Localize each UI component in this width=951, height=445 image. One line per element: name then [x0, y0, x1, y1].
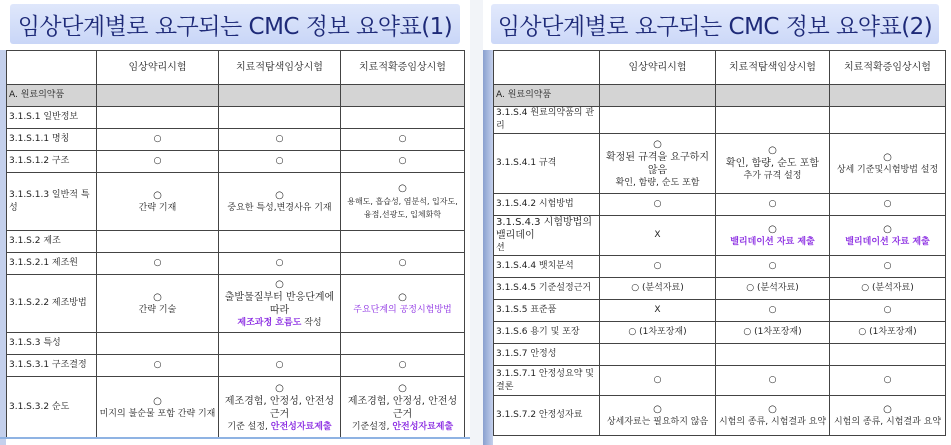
cell-mark: ○ (1차포장재)	[600, 322, 716, 344]
header-phase3: 치료적확증임상시험	[341, 51, 465, 85]
cell	[716, 107, 830, 134]
table-row	[494, 107, 946, 134]
cell	[341, 107, 465, 129]
right-slide-title: 임상단계별로 요구되는 CMC 정보 요약표(2)	[491, 4, 939, 44]
cell-note: 확인, 함량, 순도 포함	[615, 177, 700, 188]
cell-mark: ○ (분석자료)	[600, 278, 716, 300]
row-label: 3.1.S.7.2 안정성자료	[494, 396, 600, 436]
row-label: 3.1.S.4.1 규격	[494, 134, 600, 194]
cell-mark: ○	[716, 366, 830, 396]
table-row	[494, 256, 946, 278]
cell	[341, 275, 465, 333]
table-row	[494, 366, 946, 396]
row-label: 3.1.S.4.4 뱃치분석	[494, 256, 600, 278]
cell-mark: ○	[600, 256, 716, 278]
table-row	[7, 151, 465, 173]
table-row	[7, 173, 465, 231]
right-cmc-table	[493, 50, 946, 436]
table-row	[7, 107, 465, 129]
cell	[341, 377, 465, 439]
row-label: 3.1.S.5 표준품	[494, 300, 600, 322]
cell-mark: ○	[398, 182, 407, 194]
table-row	[494, 396, 946, 436]
cell-note: 상세 기준및시험방법 설정	[836, 164, 939, 175]
cell-mark: ○	[219, 129, 341, 151]
header-phase2: 치료적탐색임상시험	[219, 51, 341, 85]
cell-mark: ○	[275, 382, 284, 394]
cell-note: 융점,선광도, 입체화학	[363, 209, 442, 219]
cell	[341, 173, 465, 231]
table-row	[494, 322, 946, 344]
row-label: 3.1.S.3.2 순도	[7, 377, 97, 439]
cell-mark: ○	[398, 291, 407, 303]
cell-mark: ○	[830, 194, 946, 216]
cell-note: 추가 규격 설정	[743, 171, 802, 181]
cell	[97, 377, 219, 439]
cell	[97, 275, 219, 333]
cell-mark: ○	[883, 223, 892, 235]
table-row	[7, 377, 465, 439]
cell	[341, 333, 465, 355]
cell-mark: ○	[600, 366, 716, 396]
cell	[830, 344, 946, 366]
cell-mark: ○	[716, 256, 830, 278]
row-label: 3.1.S.3.1 구조결정	[7, 355, 97, 377]
cell-note: 작성	[301, 317, 322, 328]
table-row	[494, 300, 946, 322]
row-label: 3.1.S.1.3 일반적 특성	[7, 173, 97, 231]
cell	[97, 333, 219, 355]
cell-mark: ○	[97, 355, 219, 377]
cell-mark: ○	[153, 291, 162, 303]
cell	[600, 85, 716, 107]
cell-mark: ○	[275, 278, 284, 290]
cell-note: 확인, 함량, 순도 포함	[725, 158, 820, 169]
cell	[716, 134, 830, 194]
table-header-row	[7, 51, 465, 85]
cell	[97, 107, 219, 129]
cell-note: 확정된 규격을 요구하지 않음	[606, 151, 709, 176]
cell	[830, 107, 946, 134]
cell-mark: ○	[600, 194, 716, 216]
cell	[830, 396, 946, 436]
cell	[830, 216, 946, 256]
cell-highlight: 주요단계의 공정시험방법	[353, 304, 452, 315]
cell-mark: ○	[716, 300, 830, 322]
cell	[341, 231, 465, 253]
right-side-stripe	[483, 50, 493, 445]
cell-note: 미지의 불순물 포함 간략 기재	[99, 408, 216, 419]
cell	[97, 231, 219, 253]
table-row	[7, 231, 465, 253]
row-label: 3.1.S.4.5 기준설정근거	[494, 278, 600, 300]
header-blank	[7, 51, 97, 85]
row-label: 3.1.S.4 원료의약품의 관리	[494, 107, 600, 134]
cell	[219, 85, 341, 107]
table-row	[494, 278, 946, 300]
cell-note: 중요한 특성,변경사유 기재	[227, 202, 332, 213]
row-label: 3.1.S.2.2 제조방법	[7, 275, 97, 333]
cell-highlight: 밸리데이션 자료 제출	[845, 236, 930, 247]
cell	[341, 85, 465, 107]
cell	[716, 85, 830, 107]
right-slide	[483, 0, 951, 445]
cell-note: 제조경험, 안정성, 안전성 근거	[224, 395, 335, 420]
left-bottom-rule	[0, 437, 470, 439]
cell-mark: ○	[768, 223, 777, 235]
cell-note: 시험의 종류, 시험결과 요약	[718, 416, 827, 427]
cell-highlight: 안전성자료제출	[392, 421, 454, 432]
cell-note: 출발물질부터 반응단계에 따라	[224, 291, 335, 316]
cell	[97, 173, 219, 231]
cell-mark: ○	[830, 300, 946, 322]
cell-mark: ○	[219, 253, 341, 275]
cell	[219, 231, 341, 253]
cell-highlight: 제조과정 흐름도	[237, 317, 302, 328]
row-label: A. 원료의약품	[7, 85, 97, 107]
left-cmc-table	[6, 50, 465, 439]
table-row	[494, 85, 946, 107]
cell	[219, 333, 341, 355]
cell-mark: ○ (1차포장재)	[716, 322, 830, 344]
cell	[97, 85, 219, 107]
table-row	[7, 85, 465, 107]
table-row	[494, 216, 946, 256]
cell-mark: ○	[830, 256, 946, 278]
cell-mark: ○ (분석자료)	[716, 278, 830, 300]
cell-mark: ○	[653, 403, 662, 415]
cell-mark: ○	[153, 395, 162, 407]
row-label: 3.1.S.7 안정성	[494, 344, 600, 366]
cell	[219, 275, 341, 333]
header-phase3: 치료적확증임상시험	[830, 51, 946, 85]
cell-mark: ○	[341, 151, 465, 173]
row-label: 3.1.S.7.1 안정성요약 및 결론	[494, 366, 600, 396]
cell	[600, 396, 716, 436]
cell-mark: ○	[97, 253, 219, 275]
cell	[600, 134, 716, 194]
cell	[219, 173, 341, 231]
cell-mark: ○	[830, 366, 946, 396]
cell	[600, 344, 716, 366]
row-label: A. 원료의약품	[494, 85, 600, 107]
cell	[219, 107, 341, 129]
row-label-line2: 션	[496, 243, 505, 253]
table-row	[7, 355, 465, 377]
row-label-line1: 3.1.S.4.3 시험방법의 밸리데이	[496, 217, 592, 241]
table-row	[494, 134, 946, 194]
cell-mark: ○	[97, 129, 219, 151]
cell-mark: ○	[883, 151, 892, 163]
table-row	[7, 275, 465, 333]
cell	[219, 377, 341, 439]
cell-mark: ○	[768, 145, 777, 156]
table-row	[7, 253, 465, 275]
header-phase2: 치료적탐색임상시험	[716, 51, 830, 85]
row-label: 3.1.S.1.1 명칭	[7, 129, 97, 151]
header-phase1: 임상약리시험	[97, 51, 219, 85]
cell-highlight: 안전성자료제출	[270, 421, 332, 432]
cell	[830, 85, 946, 107]
cell-mark: ○	[275, 189, 284, 201]
cell-note: 기준 설정,	[227, 421, 271, 432]
header-blank	[494, 51, 600, 85]
table-row	[7, 333, 465, 355]
cell-note: 기준설정,	[351, 421, 393, 432]
row-label: 3.1.S.1.2 구조	[7, 151, 97, 173]
cell-mark: ○	[341, 355, 465, 377]
cell-mark: ○	[768, 403, 777, 415]
cell	[600, 107, 716, 134]
cell-note: 시험의 종류, 시험결과 요약	[833, 416, 942, 427]
cell-mark: ○	[341, 129, 465, 151]
cell	[830, 134, 946, 194]
cell	[716, 216, 830, 256]
cell-mark: X	[600, 216, 716, 256]
cell-mark: ○	[653, 138, 662, 150]
table-row	[7, 129, 465, 151]
cell-note: 상세자료는 필요하지 않음	[606, 416, 709, 427]
row-label	[494, 216, 600, 256]
slide-gap	[470, 0, 483, 445]
row-label: 3.1.S.1 일반정보	[7, 107, 97, 129]
table-row	[494, 194, 946, 216]
cell-mark: ○	[219, 151, 341, 173]
cell-highlight: 밸리데이션 자료 제출	[730, 236, 815, 247]
cell-mark: ○	[883, 403, 892, 415]
header-phase1: 임상약리시험	[600, 51, 716, 85]
cell-note: 간략 기재	[138, 202, 177, 213]
row-label: 3.1.S.4.2 시험방법	[494, 194, 600, 216]
row-label: 3.1.S.2 제조	[7, 231, 97, 253]
row-label: 3.1.S.6 용기 및 포장	[494, 322, 600, 344]
cell-note: 용해도, 흡습성, 염분석, 입자도,	[347, 196, 458, 206]
cell-mark: ○	[97, 151, 219, 173]
cell-mark: ○	[716, 194, 830, 216]
cell-mark: X	[600, 300, 716, 322]
row-label: 3.1.S.2.1 제조원	[7, 253, 97, 275]
left-slide	[0, 0, 470, 445]
cell	[716, 344, 830, 366]
left-slide-title: 임상단계별로 요구되는 CMC 정보 요약표(1)	[10, 4, 460, 44]
table-row	[494, 344, 946, 366]
cell-mark: ○ (1차포장재)	[830, 322, 946, 344]
cell-note: 제조경험, 안정성, 안전성 근거	[347, 395, 458, 420]
cell-mark: ○	[398, 382, 407, 394]
table-header-row	[494, 51, 946, 85]
cell-mark: ○	[153, 189, 162, 201]
cell-mark: ○	[341, 253, 465, 275]
cell-mark: ○	[219, 355, 341, 377]
cell	[716, 396, 830, 436]
cell-note: 간략 기술	[138, 304, 177, 315]
row-label: 3.1.S.3 특성	[7, 333, 97, 355]
cell-mark: ○ (분석자료)	[830, 278, 946, 300]
